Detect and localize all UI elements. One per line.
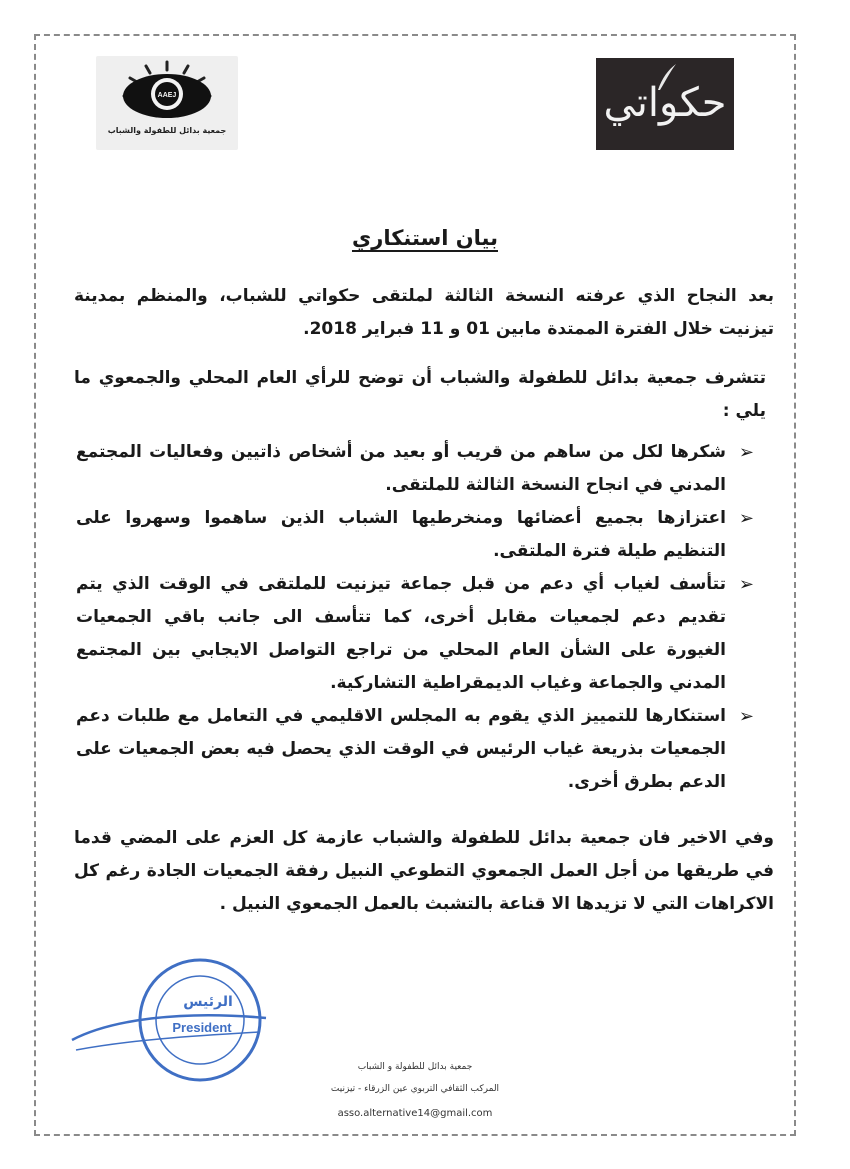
arrow-bullet-icon: ➢ [738, 706, 754, 727]
footer-email: asso.alternative14@gmail.com [337, 1108, 493, 1119]
intro-paragraph: بعد النجاح الذي عرفته النسخة الثالثة لملتقى حكواتي للشباب، والمنظم بمدينة تيزنيت خلال الفترة الممتدة مابين 01 و 11 فبراير 2018. [74, 286, 774, 339]
list-item-text: تتأسف لغياب أي دعم من قبل جماعة تيزنيت للملتقى في الوقت الذي يتم تقديم دعم لجمعيات مقابل أخرى، كما تتأسف الى جانب باقي الجمعيات الغيورة على الشأن العام المحلي من تراجع التواصل الايجابي بين المجتمع المدني والجماعة وغياب الديمقراطية التشاركية. [76, 574, 726, 693]
list-item [76, 436, 756, 502]
footer-address: المركب الثقافي التربوي عين الزرقاء - تيزنيت [330, 1084, 500, 1094]
arrow-bullet-icon: ➢ [738, 442, 754, 463]
arrow-bullet-icon: ➢ [738, 574, 754, 595]
lead-paragraph: تتشرف جمعية بدائل للطفولة والشباب أن توضح للرأي العام المحلي والجمعوي ما يلي : [74, 368, 766, 421]
list-item [76, 502, 756, 568]
footer-association-name: جمعية بدائل للطفولة و الشباب [357, 1062, 473, 1072]
hakawati-logo-word: حكواتي [603, 80, 727, 126]
statement-list [76, 436, 756, 799]
list-item [76, 700, 756, 799]
association-logo-caption: جمعية بدائل للطفولة والشباب [107, 126, 227, 135]
hakawati-logo [596, 58, 734, 150]
list-item [76, 568, 756, 700]
president-stamp-icon [70, 940, 270, 1090]
stamp-latin-label: President [172, 1020, 232, 1035]
closing-paragraph: وفي الاخير فان جمعية بدائل للطفولة والشباب عازمة كل العزم على المضي قدما في طريقها من أجل العمل الجمعوي التطوعي النبيل رفقة الجمعيات الجادة رغم كل الاكراهات التي لا تزيدها الا قناعة بالتشبث بالعمل الجمعوي النبيل . [74, 828, 774, 914]
stamp-arabic-label: الرئيس [183, 994, 233, 1010]
document-title: بيان استنكاري [351, 226, 498, 250]
arrow-bullet-icon: ➢ [738, 508, 754, 529]
list-item-text: استنكارها للتمييز الذي يقوم به المجلس الاقليمي في التعامل مع طلبات دعم الجمعيات بذريعة غياب الرئيس في الوقت الذي يحصل فيه بعض الجمعيات على الدعم بطرق أخرى. [76, 706, 726, 792]
list-item-text: شكرها لكل من ساهم من قريب أو بعيد من أشخاص ذاتيين وفعاليات المجتمع المدني في انجاح النسخة الثالثة للملتقى. [76, 442, 726, 495]
logo-badge-text: AAEJ [157, 92, 177, 99]
list-item-text: اعتزازها بجميع أعضائها ومنخرطيها الشباب الذين ساهموا وسهروا على التنظيم طيلة فترة الملتقى. [76, 508, 726, 561]
association-logo [96, 56, 238, 150]
